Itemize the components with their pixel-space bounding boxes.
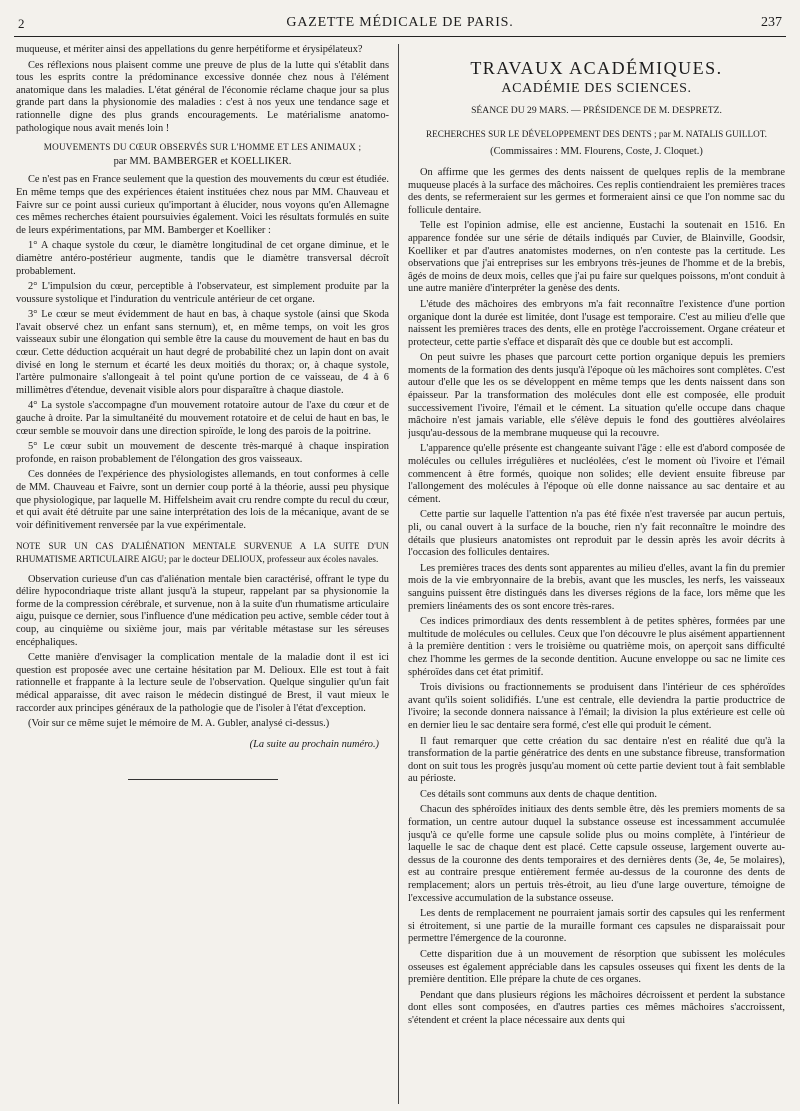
article-paragraph: 5° Le cœur subit un mouvement de descente très-marqué à chaque inspiration profonde, en raison probablement de l'élongation des gros vaisseaux.	[16, 441, 389, 465]
right-column	[408, 44, 785, 1106]
column-divider	[398, 44, 399, 1104]
article-paragraph: Il faut remarquer que cette création du sac dentaire n'est en réalité due qu'à la transformation de la partie génératrice des dents en une substance fibreuse, transformation dont on suit tous les progrès jusqu'au moment où cette partie devient tout à fait semblable au périoste.	[408, 735, 785, 785]
journal-title: GAZETTE MÉDICALE DE PARIS.	[286, 15, 514, 30]
article-paragraph: On peut suivre les phases que parcourt cette portion organique depuis les premiers moments de la formation des dents jusqu'à l'époque où les mâchoires sont complètes. C'est autour d'elle que les os se développent en même temps que les dents naissent dans son épaisseur. Par la transformation des molécules dont elle est composée, elle produit successivement l'ivoire, l'émail et le cément. La situation qu'elle occupe dans chaque mâchoire n'est jamais variable, elle s'élève depuis le fond des gouttières alvéolaires jusqu'au-dessous de la membrane muqueuse qui la recouvre.	[408, 352, 785, 439]
article-title: RECHERCHES SUR LE DÉVELOPPEMENT DES DENTS ; par M. NATALIS GUILLOT.	[426, 128, 767, 139]
article-paragraph: 3° Le cœur se meut évidemment de haut en bas, à chaque systole (ainsi que Skoda l'avait observé chez un enfant sans sternum), et, en même temps, on voit les gros vaisseaux subir une élongation qui semble être la cause du mouvement de haut en bas du cœur. Cette déduction acquérait un haut degré de probabilité chez un lapin dont on avait divisé en long le sternum et écarté les deux moitiés du thorax; or, à chaque systole, l'artère pulmonaire s'allongeait à tel point qu'une portion de ce vaisseau, de 4 à 6 millimètres d'étendue, devenait visible alors pour disparaître à chaque diastole.	[16, 309, 389, 396]
note-paragraph: (Voir sur ce même sujet le mémoire de M. A. Gubler, analysé ci-dessus.)	[28, 718, 330, 730]
article-paragraph: L'apparence qu'elle présente est changeante suivant l'âge : elle est d'abord composée de molécules ou cellules irrégulières et nucléolées, c'est le moment où l'ivoire et l'émail commencent à être formés, quoique non solides; elle devient ensuite fibreuse par l'allongement des molécules à l'époque où elle donne naissance au sac dentaire et au cément.	[408, 443, 785, 505]
page-number: 237	[761, 15, 782, 30]
intro-paragraph: Ces réflexions nous plaisent comme une preuve de plus de la lutte qui s'établit dans tous les esprits contre la prédominance excessive donnée chez nous à l'élément anatomique dans les maladies. L'état général de l'économie réclame chaque jour sa plus grande part dans la physionomie des maladies : c'est à nos yeux une tendance sage et rationnelle digne des plus grands encouragements. Le matérialisme anatomo-pathologique nous avait menés loin !	[16, 59, 389, 134]
article-paragraph: Ce n'est pas en France seulement que la question des mouvements du cœur est étudiée. En même temps que des expériences étaient instituées chez nous par MM. Chauveau et Faivre sur ce point aussi curieux qu'important à élucider, nous voyons qu'en Allemagne ces mêmes recherches étaient poursuivies également. Voici les résultats formulés en suite de leurs expérimentations, par MM. Bamberger et Koelliker :	[16, 174, 389, 236]
intro-paragraph: muqueuse, et mériter ainsi des appellations du genre herpétiforme et érysipélateux?	[16, 44, 363, 55]
article-paragraph: Trois divisions ou fractionnements se produisent dans l'intérieur de ces sphéroïdes avant qu'ils soient solidifiés. L'une est centrale, elle deviendra la partie productrice de l'ivoire; la seconde donnera naissance à l'émail; la division la plus extérieure est celle où en dernier lieu le sac dentaire sera formé, c'est elle qui produit le cément.	[408, 682, 785, 731]
end-rule	[128, 779, 278, 780]
session-line: SÉANCE DU 29 MARS. — PRÉSIDENCE DE M. DESPRETZ.	[471, 105, 722, 117]
article-paragraph: Chacun des sphéroïdes initiaux des dents semble être, dès les premiers moments de sa formation, un centre autour duquel la substance osseuse est incessamment accumulée jusqu'à ce qu'elle forme une capsule solide plus ou moins complète, à l'intérieur de laquelle le sac de chaque dent est placé. Cette capsule osseuse, largement ouverte au-dessus de la couronne des dents temporaires et des dernières dents (3e, 4e, 5e molaires), est au contraire presque entièrement fermée au-dessus de la couronne des dents de remplacement; alors un pertuis très-étroit, au lieu d'une large ouverture, témoigne de l'excessive accumulation de la substance osseuse.	[408, 804, 785, 904]
article-paragraph: L'étude des mâchoires des embryons m'a fait reconnaître l'existence d'une portion organique dont la durée est limitée, dont l'usage est temporaire. C'est au milieu d'elle que naissent les premières traces des dents, elle en protège l'accroissement. Organe créateur et protecteur, cette partie s'efface et disparaît dès que ce double but est accompli.	[408, 298, 785, 348]
note-title: NOTE SUR UN CAS D'ALIÉNATION MENTALE SURVENUE A LA SUITE D'UN RHUMATISME ARTICULAIRE AIGU; par le docteur DELIOUX, professeur aux écoles navales.	[16, 541, 389, 564]
article-paragraph: Telle est l'opinion admise, elle est ancienne, Eustachi la soutenait en 1516. En apparence fondée sur une série de détails indiqués par Cuvier, de Blainville, Goodsir, Koelliker et par d'autres anatomistes modernes, on n'en conteste pas la certitude. Les observations que j'ai entreprises sur les embryons très-jeunes de l'homme et de la brebis, âgés de moins de deux mois, celles que j'ai pu faire sur quelques poissons, m'ont conduit à une autre manière d'interpréter la genèse des dents.	[408, 220, 785, 295]
article-paragraph: Ces détails sont communs aux dents de chaque dentition.	[420, 788, 657, 800]
section-subtitle: ACADÉMIE DES SCIENCES.	[501, 80, 692, 96]
article-authors: par MM. BAMBERGER et KOELLIKER.	[113, 155, 292, 167]
article-paragraph: Ces indices primordiaux des dents ressemblent à de petites sphères, formées par une multitude de molécules ou cellules. Ceux que l'on découvre le plus aisément appartiennent à la première dentition : vers le troisième ou quatrième mois, on aperçoit sans difficulté chez l'homme les germes de la seconde dentition. Aucune enveloppe ou sac ne limite ces sphéroïdes dans cet état primitif.	[408, 616, 785, 678]
article-paragraph: Les premières traces des dents sont apparentes au milieu d'elles, avant la fin du premier mois de la vie embryonnaire de la brebis, avant que les muscles, les nerfs, les vaisseaux sanguins puissent être distingués dans les diverses régions de la face, lors même que les premiers linéaments des os sont encore très-rares.	[408, 562, 785, 612]
section-title: TRAVAUX ACADÉMIQUES.	[470, 58, 723, 78]
header-mark: 2	[18, 16, 28, 31]
left-column	[16, 44, 389, 1106]
article-paragraph: Cette partie sur laquelle l'attention n'a pas été fixée n'est traversée par aucun pertuis, pli, ou canal ouvert à la surface de la bouche, rien n'y fait reconnaître le moindre des détails que plusieurs anatomistes ont reproduit par le dessin après les avoir décrits à l'occasion des follicules dentaires.	[408, 509, 785, 559]
article-paragraph: Ces données de l'expérience des physiologistes allemands, en tout conformes à celle de MM. Chauveau et Faivre, sont un dernier coup porté à la théorie, aussi peu physique que physiologique, par laquelle M. Hiffelsheim avait cru rendre compte du recul du cœur, et qui avait été détruite par une saine interprétation des lois de la mécanique, avant de se voir définitivement renversée par la vue expérimentale.	[16, 469, 389, 531]
article-paragraph: Les dents de remplacement ne pourraient jamais sortir des capsules qui les renferment si étroitement, si une partie de la muraille formant ces capsules ne disparaissait pour permettre l'émergence de la couronne.	[408, 908, 785, 945]
note-paragraph: Observation curieuse d'un cas d'aliénation mentale bien caractérisé, offrant le type du délire hypocondriaque triste allant jusqu'à la stupeur, rappelant par sa physionomie la forme de la compression cérébrale, et survenue, non à la suite d'un rhumatisme articulaire aigu, puisque ce dernier, sous l'influence d'une médication peu active, semble céder tout à coup, au cinquième ou sixième jour, mais par véritable métastase sur les séreuses encéphaliques.	[16, 573, 389, 648]
continued-note: (La suite au prochain numéro.)	[249, 738, 379, 750]
page-header	[14, 10, 786, 37]
article-paragraph: 2° L'impulsion du cœur, perceptible à l'observateur, est simplement produite par la voussure systolique et l'induration du ventricule antérieur de cet organe.	[16, 281, 389, 305]
article-paragraph: On affirme que les germes des dents naissent de quelques replis de la membrane muqueuse placés à la surface des mâchoires. Ces replis contiendraient les premières traces des dents, se refermeraient sur les germes et formeraient ainsi ce que l'on nomme sac du follicule dentaire.	[408, 166, 785, 216]
article-paragraph: 4° La systole s'accompagne d'un mouvement rotatoire autour de l'axe du cœur et de gauche à droite. Par la simultanéité du mouvement rotatoire et de celui de haut en bas, le cœur semble se mouvoir dans une direction spiroïde, le long des parois de la poitrine.	[16, 400, 389, 437]
article-paragraph: 1° A chaque systole du cœur, le diamètre longitudinal de cet organe diminue, et le diamètre antéro-postérieur augmente, tandis que le diamètre transversal décroît probablement.	[16, 240, 389, 277]
commission-line: (Commissaires : MM. Flourens, Coste, J. Cloquet.)	[490, 146, 703, 158]
article-paragraph: Pendant que dans plusieurs régions les mâchoires décroissent et perdent la substance dont elles sont composées, en d'autres parties ces mêmes mâchoires s'accroissent, s'étendent et créent la place nécessaire aux dents qui	[408, 989, 785, 1026]
article-paragraph: Cette disparition due à un mouvement de résorption que subissent les molécules osseuses est également appréciable dans les capsules osseuses qui fixent les dents de la première dentition. Elle prépare la chute de ces organes.	[408, 949, 785, 986]
article-title: MOUVEMENTS DU CŒUR OBSERVÉS SUR L'HOMME ET LES ANIMAUX ;	[43, 142, 362, 153]
note-paragraph: Cette manière d'envisager la complication mentale de la maladie dont il est ici question est proposée avec une certaine hésitation par M. Delioux. Elle est tout à fait rationnelle et frappante à la lecture seule de l'observation. Quelque singulier qu'un fait médical apparaisse, dit avec raison le médecin distingué de Brest, il vaut mieux le raccorder aux principes généraux de la pathologie que de l'isoler à l'état d'exception.	[16, 652, 389, 714]
